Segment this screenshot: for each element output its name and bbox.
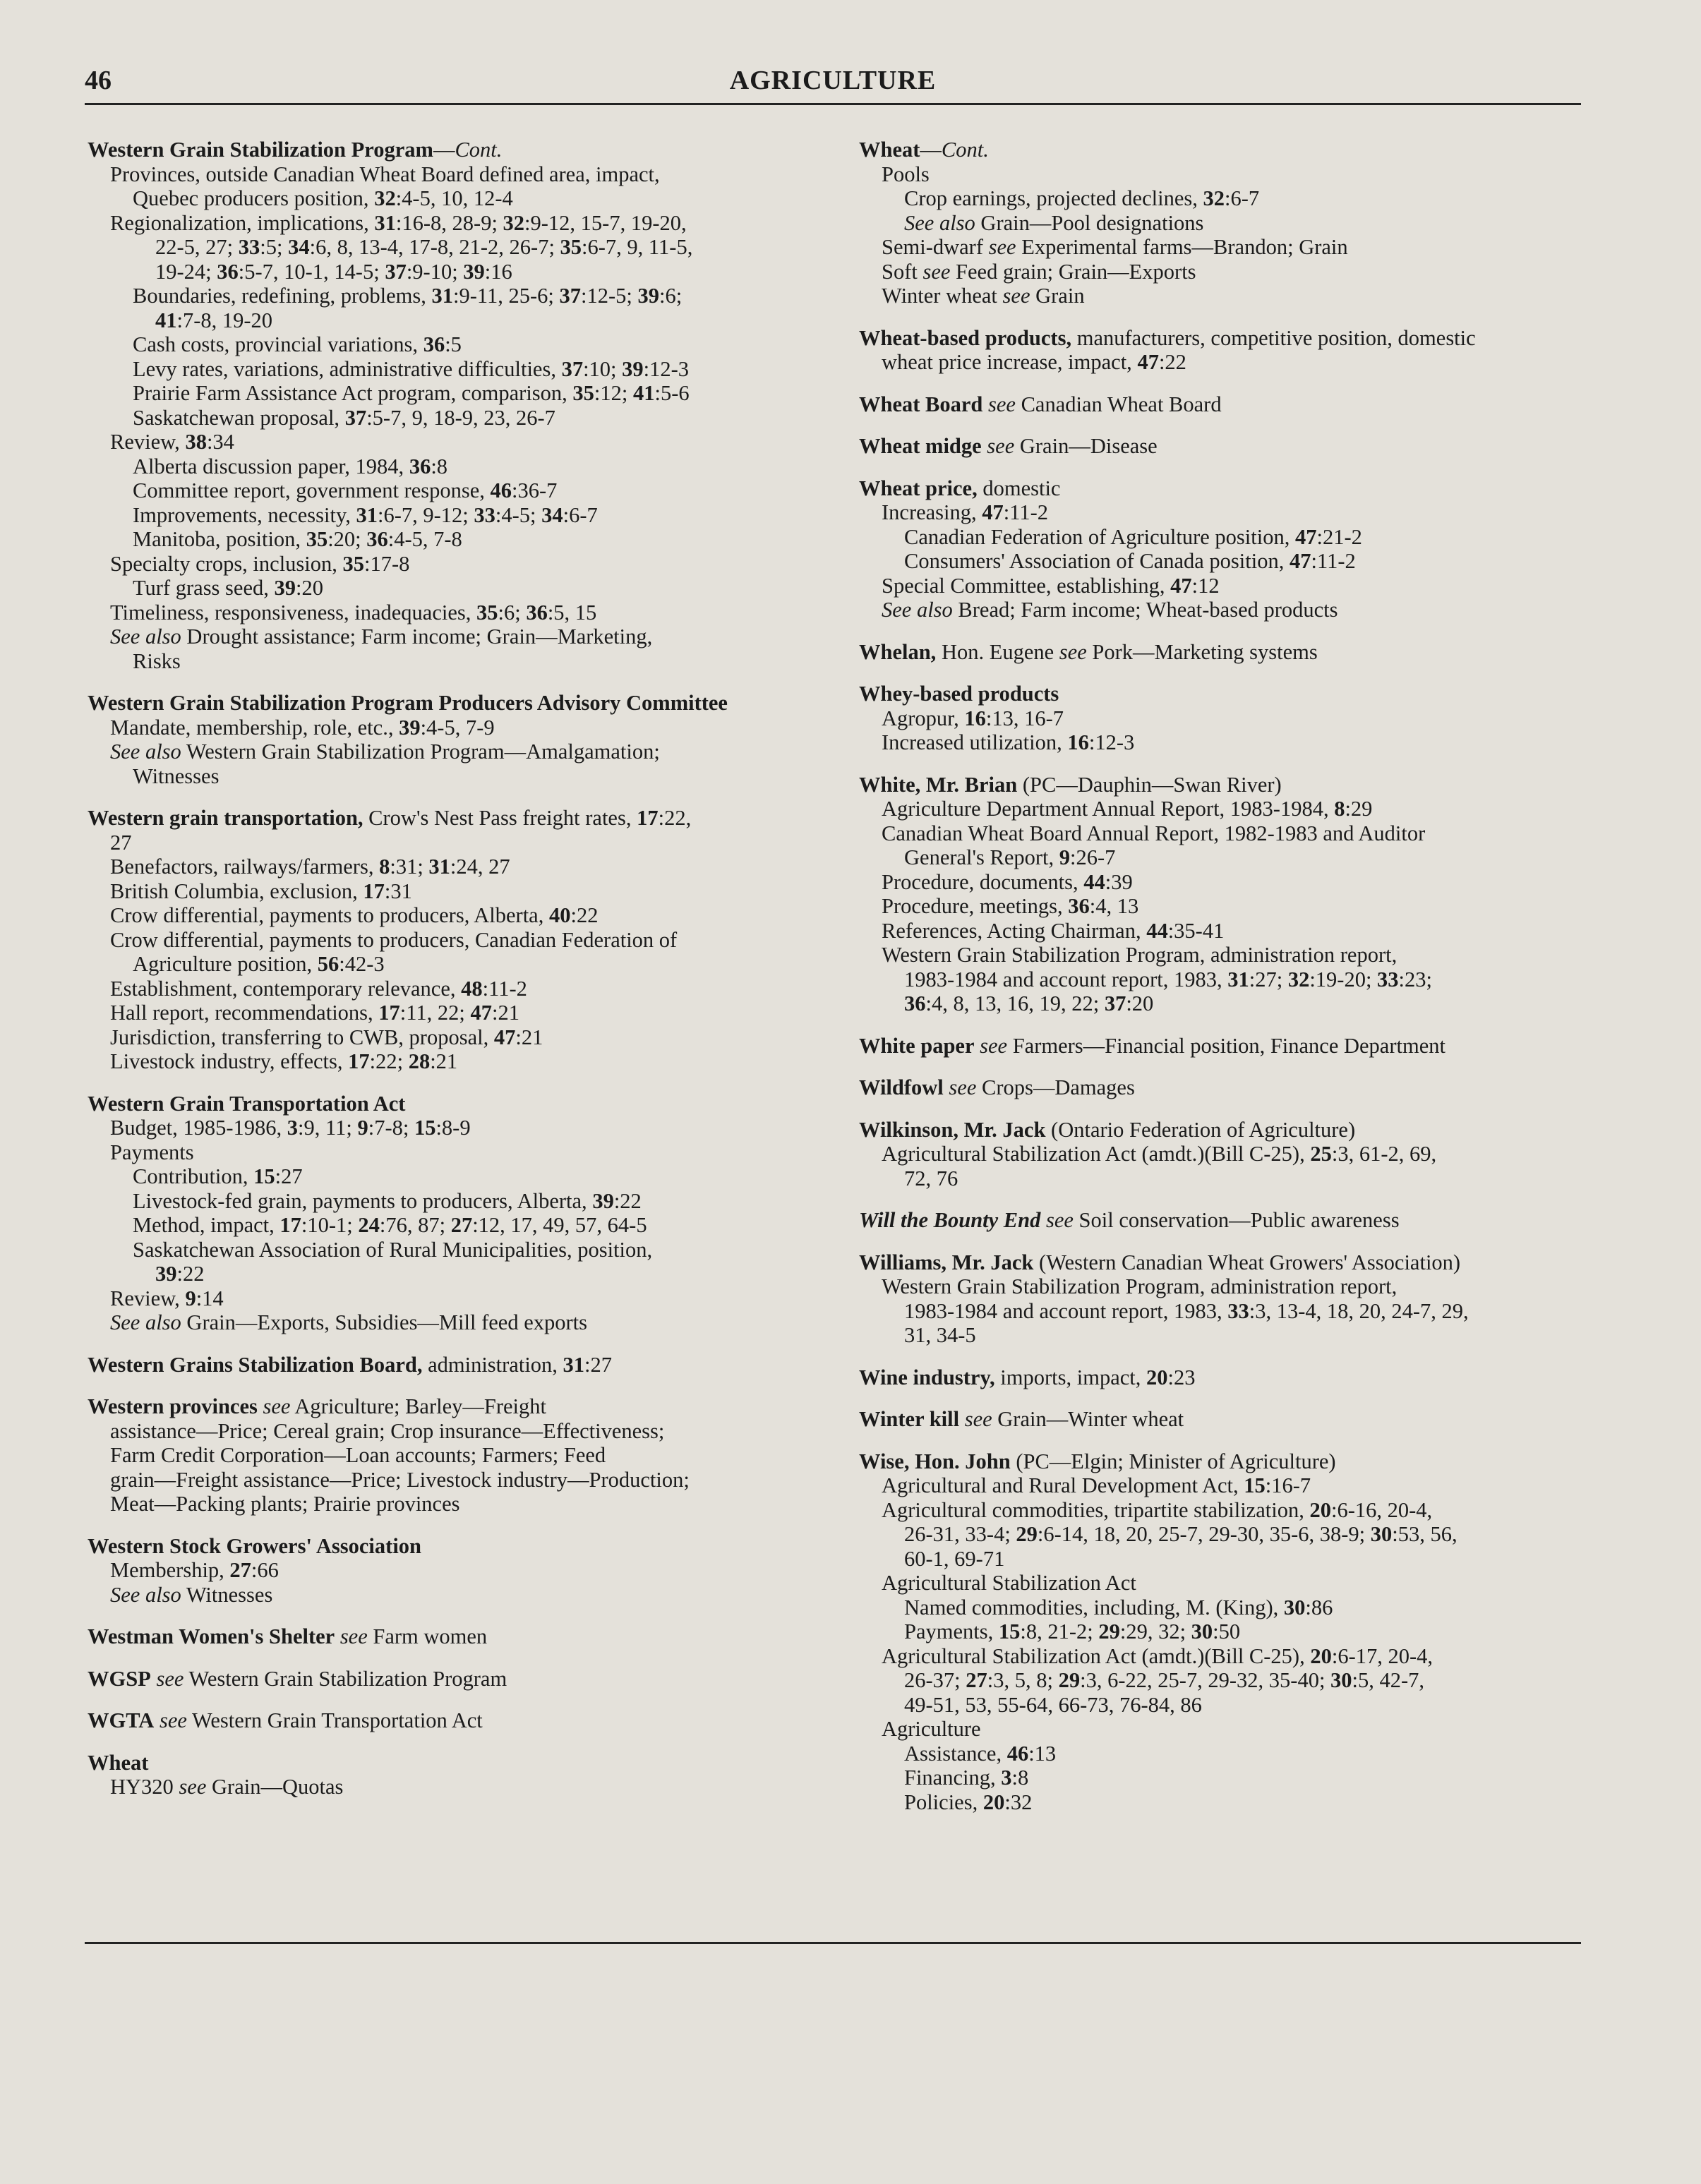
entry-subline: Payments, 15:8, 21-2; 29:29, 32; 30:50: [904, 1619, 1241, 1643]
entry-subline: Quebec producers position, 32:4-5, 10, 12-4: [133, 186, 513, 210]
entry-heading: Wheat Board see Canadian Wheat Board: [859, 392, 1222, 416]
entry-subline: Procedure, meetings, 36:4, 13: [882, 894, 1139, 918]
entry-subline: Crop earnings, projected declines, 32:6-7: [904, 186, 1260, 210]
entry-subline: Crow differential, payments to producers, Canadian Federation of: [110, 927, 678, 952]
entry-subline: Manitoba, position, 35:20; 36:4-5, 7-8: [133, 527, 462, 551]
entry-subline: Jurisdiction, transferring to CWB, proposal, 47:21: [110, 1025, 543, 1049]
entry-subline: Membership, 27:66: [110, 1558, 279, 1582]
entry-subline: Hall report, recommendations, 17:11, 22; 47:21: [110, 1001, 519, 1025]
entry-heading: Wheat: [88, 1750, 149, 1775]
entry-heading: Williams, Mr. Jack (Western Canadian Wheat Growers' Association): [859, 1250, 1461, 1274]
entry-subline: Western Grain Stabilization Program, administration report,: [882, 1274, 1398, 1298]
entry-subline: Agricultural and Rural Development Act, 15:16-7: [882, 1473, 1311, 1497]
entry-subline: Agricultural commodities, tripartite stabilization, 20:6-16, 20-4,: [882, 1497, 1433, 1522]
left-column: [88, 138, 822, 1817]
entry-subline: 1983-1984 and account report, 1983, 33:3, 13-4, 18, 20, 24-7, 29,: [904, 1298, 1469, 1323]
entry-subline: General's Report, 9:26-7: [904, 845, 1116, 869]
entry-subline: Procedure, documents, 44:39: [882, 869, 1133, 894]
entry-subline: 22-5, 27; 33:5; 34:6, 8, 13-4, 17-8, 21-2, 26-7; 35:6-7, 9, 11-5,: [155, 235, 693, 259]
entry-subline: See also Drought assistance; Farm income; Grain—Marketing,: [110, 625, 653, 648]
entry-heading: Western Grain Transportation Act: [88, 1091, 406, 1116]
entry-subline: Agricultural Stabilization Act (amdt.)(Bill C-25), 20:6-17, 20-4,: [882, 1643, 1433, 1668]
entry-subline: Budget, 1985-1986, 3:9, 11; 9:7-8; 15:8-9: [110, 1116, 471, 1140]
entry-heading: WGTA see Western Grain Transportation Act: [88, 1708, 483, 1732]
entry-subline: See also Grain—Pool designations: [904, 210, 1204, 235]
entry-heading: Whelan, Hon. Eugene see Pork—Marketing systems: [859, 639, 1318, 664]
entry-subline: See also Bread; Farm income; Wheat-based products: [882, 598, 1338, 622]
entry-subline: Increased utilization, 16:12-3: [882, 730, 1135, 754]
entry-subline: Agriculture: [882, 1717, 981, 1741]
index-entry: [88, 1092, 822, 1335]
index-entry: [88, 806, 822, 1074]
index-entry: [859, 1075, 1593, 1100]
entry-heading: Will the Bounty End see Soil conservation—Public awareness: [859, 1208, 1400, 1232]
index-entry: [859, 640, 1593, 665]
entry-subline: Review, 9:14: [110, 1286, 224, 1310]
entry-heading: Western provinces see Agriculture; Barley—Freight: [88, 1394, 546, 1418]
entry-heading: Western Stock Growers' Association: [88, 1533, 422, 1558]
index-entry: [88, 1534, 822, 1607]
footer-rule: [85, 1942, 1581, 1944]
index-entry: [88, 138, 822, 673]
entry-subline: References, Acting Chairman, 44:35-41: [882, 918, 1225, 943]
entry-heading: WGSP see Western Grain Stabilization Program: [88, 1666, 507, 1691]
entry-subline: Named commodities, including, M. (King), 30:86: [904, 1595, 1333, 1619]
entry-subline: Financing, 3:8: [904, 1766, 1029, 1790]
entry-heading: Winter kill see Grain—Winter wheat: [859, 1407, 1184, 1431]
index-entry: [859, 326, 1593, 375]
entry-subline: Canadian Wheat Board Annual Report, 1982-1983 and Auditor: [882, 821, 1426, 845]
index-entry: [859, 1407, 1593, 1432]
index-entry: [859, 138, 1593, 308]
entry-heading: Wheat midge see Grain—Disease: [859, 434, 1158, 458]
index-entry: [859, 682, 1593, 755]
entry-subline: Crow differential, payments to producers, Alberta, 40:22: [110, 903, 599, 927]
entry-subline: Agricultural Stabilization Act: [882, 1571, 1136, 1595]
entry-subline: British Columbia, exclusion, 17:31: [110, 879, 412, 903]
index-entry: [88, 691, 822, 788]
entry-subline: Farm Credit Corporation—Loan accounts; Farmers; Feed: [110, 1443, 606, 1467]
index-entry: [88, 1624, 822, 1649]
entry-heading: Western Grain Stabilization Program—Cont.: [88, 138, 503, 162]
entry-subline: Livestock industry, effects, 17:22; 28:21: [110, 1049, 458, 1073]
entry-subline: HY320 see Grain—Quotas: [110, 1775, 344, 1799]
entry-subline: Consumers' Association of Canada position, 47:11-2: [904, 549, 1356, 573]
entry-subline: Meat—Packing plants; Prairie provinces: [110, 1492, 460, 1516]
entry-subline: Establishment, contemporary relevance, 48:11-2: [110, 976, 527, 1001]
entry-subline: Agriculture position, 56:42-3: [133, 952, 385, 976]
entry-subline: Risks: [133, 648, 181, 673]
entry-subline: 19-24; 36:5-7, 10-1, 14-5; 37:9-10; 39:16: [155, 259, 512, 284]
entry-heading: Wheat—Cont.: [859, 138, 989, 162]
entry-subline: Agropur, 16:13, 16-7: [882, 706, 1064, 730]
entry-subline: See also Witnesses: [110, 1582, 273, 1607]
entry-subline: 31, 34-5: [904, 1323, 976, 1347]
index-entry: [88, 1394, 822, 1516]
entry-heading: Wine industry, imports, impact, 20:23: [859, 1365, 1196, 1389]
entry-subline: 26-31, 33-4; 29:6-14, 18, 20, 25-7, 29-30, 35-6, 38-9; 30:53, 56,: [904, 1522, 1457, 1546]
entry-subline: Committee report, government response, 46:36-7: [133, 478, 558, 502]
index-entry: [88, 1708, 822, 1733]
entry-subline: 39:22: [155, 1262, 205, 1286]
entry-subline: Provinces, outside Canadian Wheat Board defined area, impact,: [110, 162, 660, 186]
entry-subline: Review, 38:34: [110, 430, 234, 454]
entry-subline: 72, 76: [904, 1166, 958, 1190]
index-entry: [859, 1365, 1593, 1390]
entry-heading: Westman Women's Shelter see Farm women: [88, 1624, 488, 1648]
right-column: [859, 138, 1593, 1832]
index-entry: [859, 1118, 1593, 1191]
entry-subline: Saskatchewan Association of Rural Municipalities, position,: [133, 1237, 653, 1262]
page-header: [85, 62, 1581, 102]
entry-heading: White paper see Farmers—Financial position, Finance Department: [859, 1033, 1445, 1058]
entry-heading: Western grain transportation, Crow's Nest Pass freight rates, 17:22,: [88, 806, 692, 830]
entry-subline: Prairie Farm Assistance Act program, comparison, 35:12; 41:5-6: [133, 381, 690, 405]
entry-heading: Wheat-based products, manufacturers, competitive position, domestic: [859, 325, 1476, 350]
index-entry: [859, 1250, 1593, 1348]
entry-subline: 49-51, 53, 55-64, 66-73, 76-84, 86: [904, 1692, 1202, 1717]
entry-subline: Benefactors, railways/farmers, 8:31; 31:24, 27: [110, 855, 510, 879]
index-entry: [859, 1449, 1593, 1815]
entry-subline: Witnesses: [133, 764, 220, 788]
entry-subline: Soft see Feed grain; Grain—Exports: [882, 259, 1196, 284]
entry-subline: Assistance, 46:13: [904, 1741, 1057, 1766]
entry-subline: Regionalization, implications, 31:16-8, 28-9; 32:9-12, 15-7, 19-20,: [110, 210, 687, 235]
entry-subline: Contribution, 15:27: [133, 1164, 303, 1188]
entry-subline: 60-1, 69-71: [904, 1546, 1005, 1571]
entry-subline: Timeliness, responsiveness, inadequacies, 35:6; 36:5, 15: [110, 600, 597, 625]
entry-subline: Alberta discussion paper, 1984, 36:8: [133, 454, 448, 478]
entry-subline: Increasing, 47:11-2: [882, 500, 1049, 524]
index-entry: [88, 1751, 822, 1799]
entry-subline: Pools: [882, 162, 930, 186]
index-entry: [859, 773, 1593, 1016]
entry-subline: See also Western Grain Stabilization Program—Amalgamation;: [110, 740, 660, 764]
entry-subline: Agriculture Department Annual Report, 1983-1984, 8:29: [882, 797, 1373, 821]
entry-subline: Saskatchewan proposal, 37:5-7, 9, 18-9, 23, 26-7: [133, 405, 555, 430]
index-entry: [859, 1208, 1593, 1233]
entry-subline: 36:4, 8, 13, 16, 19, 22; 37:20: [904, 991, 1154, 1015]
index-entry: [88, 1667, 822, 1691]
index-entry: [859, 392, 1593, 417]
entry-subline: 27: [110, 830, 132, 855]
entry-subline: Livestock-fed grain, payments to producers, Alberta, 39:22: [133, 1188, 642, 1213]
entry-subline: See also Grain—Exports, Subsidies—Mill feed exports: [110, 1310, 587, 1334]
index-entry: [859, 1034, 1593, 1058]
entry-subline: wheat price increase, impact, 47:22: [882, 350, 1186, 374]
index-entry: [859, 434, 1593, 459]
entry-heading: Wise, Hon. John (PC—Elgin; Minister of Agriculture): [859, 1449, 1336, 1473]
entry-subline: Improvements, necessity, 31:6-7, 9-12; 33:4-5; 34:6-7: [133, 502, 598, 527]
entry-subline: assistance—Price; Cereal grain; Crop insurance—Effectiveness;: [110, 1418, 665, 1443]
entry-subline: Payments: [110, 1140, 194, 1164]
entry-subline: grain—Freight assistance—Price; Livestock industry—Production;: [110, 1467, 690, 1492]
entry-subline: Levy rates, variations, administrative difficulties, 37:10; 39:12-3: [133, 356, 690, 381]
entry-heading: Western Grain Stabilization Program Producers Advisory Committee: [88, 691, 728, 715]
entry-heading: Wildfowl see Crops—Damages: [859, 1075, 1135, 1099]
entry-subline: Policies, 20:32: [904, 1790, 1033, 1814]
entry-heading: Whey-based products: [859, 682, 1059, 706]
entry-subline: Winter wheat see Grain: [882, 284, 1085, 308]
entry-subline: Boundaries, redefining, problems, 31:9-11, 25-6; 37:12-5; 39:6;: [133, 284, 683, 308]
entry-subline: Agricultural Stabilization Act (amdt.)(Bill C-25), 25:3, 61-2, 69,: [882, 1142, 1437, 1166]
entry-heading: Wilkinson, Mr. Jack (Ontario Federation of Agriculture): [859, 1117, 1356, 1142]
entry-subline: Western Grain Stabilization Program, administration report,: [882, 943, 1398, 967]
entry-heading: Western Grains Stabilization Board, administration, 31:27: [88, 1352, 613, 1377]
entry-subline: Method, impact, 17:10-1; 24:76, 87; 27:12, 17, 49, 57, 64-5: [133, 1213, 647, 1237]
entry-subline: 41:7-8, 19-20: [155, 308, 273, 332]
entry-subline: Turf grass seed, 39:20: [133, 576, 323, 600]
index-entry: [88, 1353, 822, 1377]
entry-subline: 26-37; 27:3, 5, 8; 29:3, 6-22, 25-7, 29-32, 35-40; 30:5, 42-7,: [904, 1668, 1425, 1692]
entry-subline: Mandate, membership, role, etc., 39:4-5, 7-9: [110, 715, 495, 740]
header-rule: [85, 103, 1581, 105]
entry-subline: Specialty crops, inclusion, 35:17-8: [110, 551, 410, 576]
index-entry: [859, 476, 1593, 622]
entry-subline: Semi-dwarf see Experimental farms—Brandon; Grain: [882, 235, 1348, 259]
entry-subline: Canadian Federation of Agriculture position, 47:21-2: [904, 524, 1362, 549]
page-number: 46: [85, 66, 112, 95]
entry-subline: Special Committee, establishing, 47:12: [882, 573, 1220, 598]
entry-heading: White, Mr. Brian (PC—Dauphin—Swan River): [859, 772, 1282, 797]
entry-subline: 1983-1984 and account report, 1983, 31:27; 32:19-20; 33:23;: [904, 967, 1432, 991]
running-head: AGRICULTURE: [729, 66, 937, 95]
entry-heading: Wheat price, domestic: [859, 476, 1061, 500]
entry-subline: Cash costs, provincial variations, 36:5: [133, 332, 462, 356]
